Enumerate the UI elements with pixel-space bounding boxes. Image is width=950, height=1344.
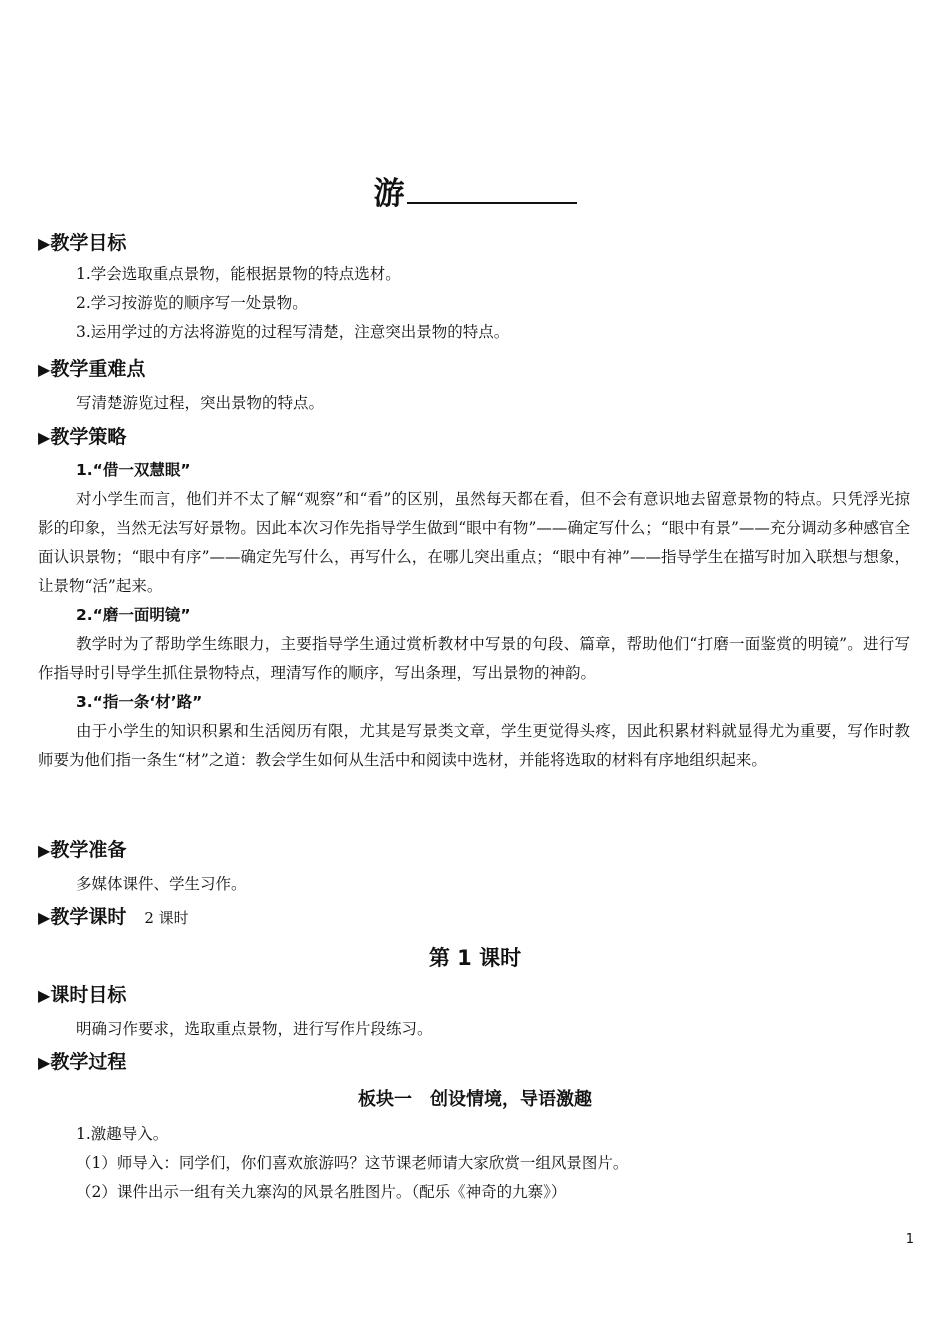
goal-item: 3.运用学过的方法将游览的过程写清楚，注意突出景物的特点。	[76, 323, 510, 341]
triangle-icon: ▶	[38, 234, 51, 253]
goal-item: 2.学习按游览的顺序写一处景物。	[76, 294, 308, 312]
section-heading: ▶教学课时 2 课时	[38, 906, 189, 928]
strategy-subtitle: 3.“指一条‘材’路”	[76, 693, 203, 711]
triangle-icon: ▶	[38, 360, 51, 379]
section-process	[38, 1048, 910, 1077]
section-heading: ▶教学准备	[38, 839, 127, 861]
section-heading: ▶教学重难点	[38, 358, 146, 380]
triangle-icon: ▶	[38, 1053, 51, 1072]
section-lesson-goal	[38, 981, 910, 1044]
process-line: 1.激趣导入。	[76, 1125, 169, 1143]
section-preparation	[38, 836, 910, 899]
section-heading: ▶教学目标	[38, 232, 127, 254]
triangle-icon: ▶	[38, 908, 51, 927]
preparation-text: 多媒体课件、学生习作。	[76, 875, 247, 893]
lesson-goal-text: 明确习作要求，选取重点景物，进行写作片段练习。	[76, 1020, 433, 1038]
process-lines	[38, 1120, 910, 1207]
strategy-paragraph: 对小学生而言，他们并不太了解“观察”和“看”的区别，虽然每天都在看，但不会有意识地去留意景物的特点。只凭浮光掠影的印象，当然无法写好景物。因此本次习作先指导学生做到“眼中有物”——确定写什么；“眼中有景”——充分调动多种感官全面认识景物；“眼中有序”——确定先写什么，再写什么，在哪儿突出重点；“眼中有神”——指导学生在描写时加入联想与想象，让景物“活”起来。	[38, 490, 910, 595]
title-text: 游	[373, 176, 405, 212]
page-title	[0, 172, 950, 214]
strategy-subtitle: 2.“磨一面明镜”	[76, 606, 191, 624]
section-heading: ▶课时目标	[38, 984, 127, 1006]
triangle-icon: ▶	[38, 841, 51, 860]
section-heading: ▶教学策略	[38, 426, 127, 448]
goal-item: 1.学会选取重点景物，能根据景物的特点选材。	[76, 265, 401, 283]
section-hours	[38, 903, 910, 932]
strategy-paragraph: 教学时为了帮助学生练眼力，主要指导学生通过赏析教材中写景的句段、篇章，帮助他们“打磨一面鉴赏的明镜”。进行写作指导时引导学生抓住景物特点，理清写作的顺序，写出条理，写出景物的神韵。	[38, 635, 910, 682]
page-number: 1	[905, 1232, 914, 1247]
title-blank-line	[407, 172, 577, 204]
section-heading: ▶教学过程	[38, 1051, 127, 1073]
process-line: （2）课件出示一组有关九寨沟的风景名胜图片。（配乐《神奇的九寨》）	[76, 1183, 567, 1201]
triangle-icon: ▶	[38, 428, 51, 447]
section-goals	[38, 229, 910, 347]
triangle-icon: ▶	[38, 986, 51, 1005]
block-title: 板块一 创设情境，导语激趣	[358, 1089, 592, 1110]
section-key-points	[38, 355, 910, 418]
process-line: （1）师导入：同学们，你们喜欢旅游吗？这节课老师请大家欣赏一组风景图片。	[76, 1154, 629, 1172]
strategy-subtitle: 1.“借一双慧眼”	[76, 461, 191, 479]
hours-value: 2 课时	[144, 909, 189, 927]
key-points-text: 写清楚游览过程，突出景物的特点。	[76, 394, 325, 412]
section-strategy	[38, 423, 910, 775]
lesson-title: 第 1 课时	[428, 946, 522, 970]
strategy-paragraph: 由于小学生的知识积累和生活阅历有限，尤其是写景类文章，学生更觉得头疼，因此积累材料就显得尤为重要，写作时教师要为他们指一条生“材”之道：教会学生如何从生活中和阅读中选材，并能将选取的材料有序地组织起来。	[38, 722, 910, 769]
